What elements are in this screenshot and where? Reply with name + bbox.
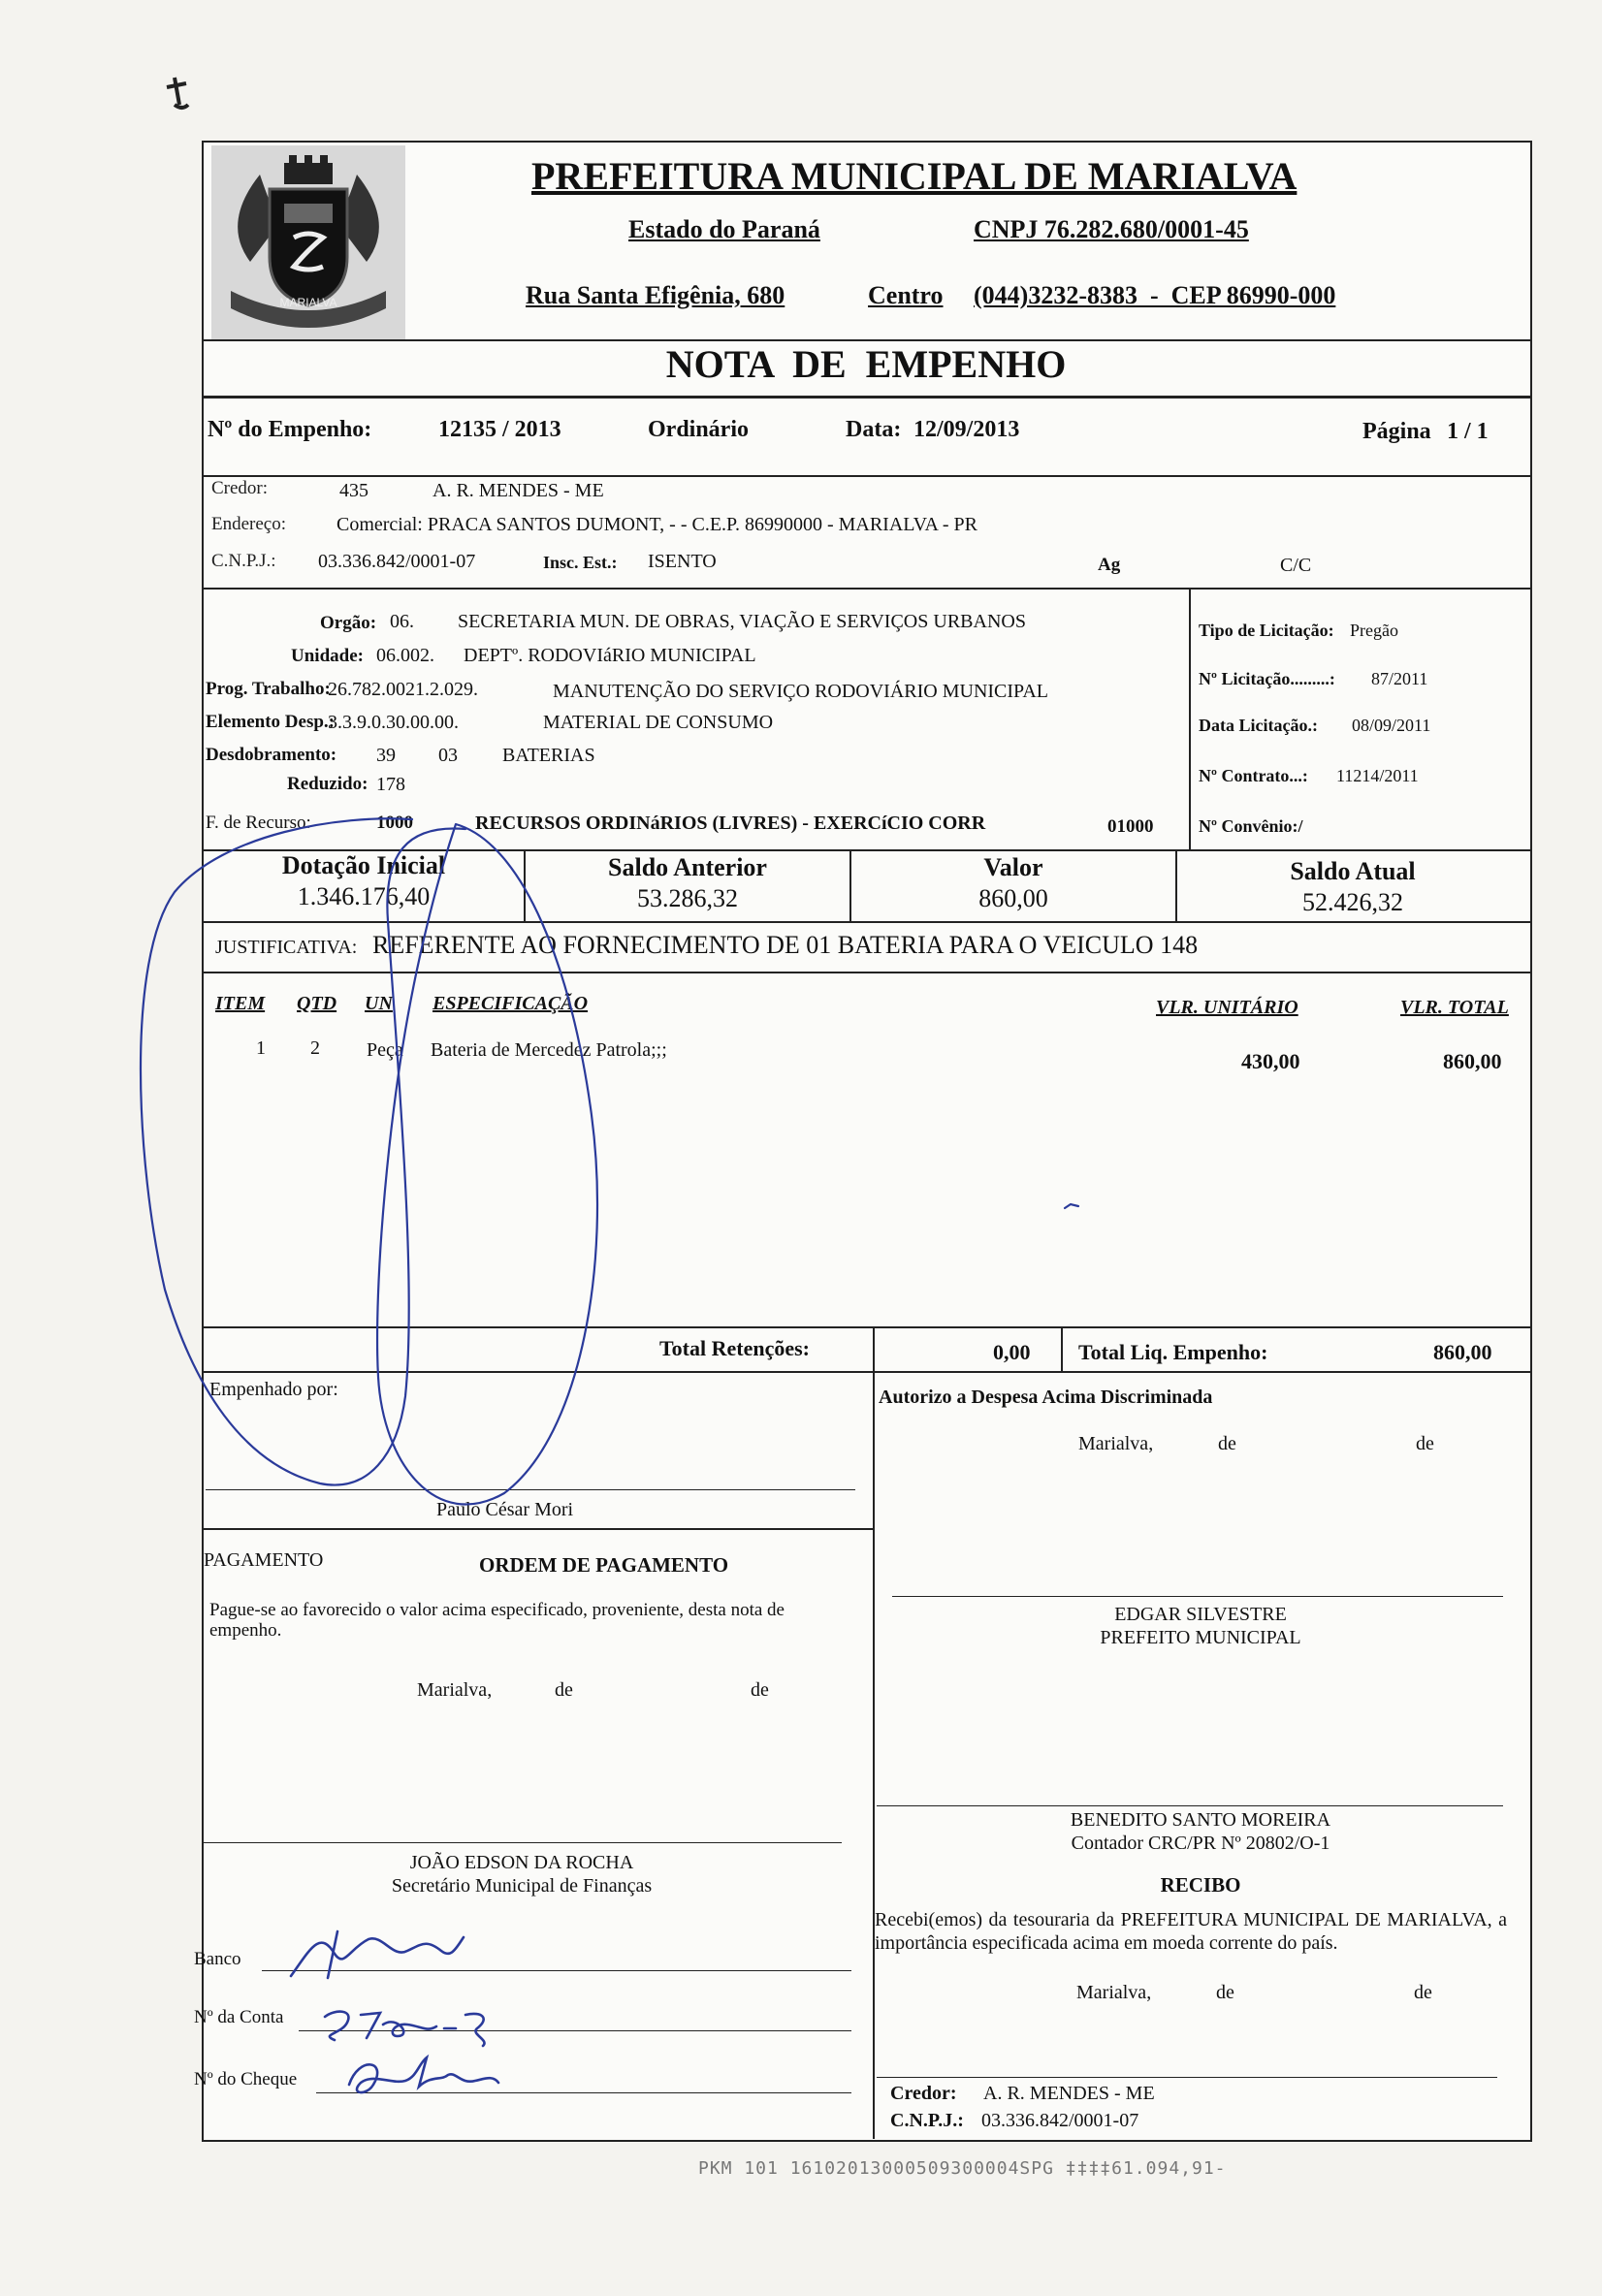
elemento-label: Elemento Desp.: [206, 712, 335, 732]
pagamento-sign-line [202, 1842, 842, 1843]
unidade-code: 06.002. [376, 645, 434, 666]
divider-licitacao [1189, 588, 1191, 851]
contrato-label: Nº Contrato...: [1199, 766, 1308, 785]
page-label: Página [1362, 419, 1431, 444]
licitacao-data-label: Data Licitação.: [1199, 716, 1318, 735]
insc-value: ISENTO [648, 551, 717, 572]
autorizo-label: Autorizo a Despesa Acima Discriminada [879, 1387, 1213, 1408]
licitacao-tipo: Pregão [1350, 621, 1398, 640]
col-unit-price: VLR. UNITÁRIO [1156, 997, 1298, 1018]
autorizo-de2: de [1416, 1433, 1434, 1454]
recurso-code: 1000 [376, 813, 413, 833]
recibo-de1: de [1216, 1982, 1234, 2003]
recurso-label: F. de Recurso: [206, 813, 311, 833]
col-item: ITEM [215, 993, 266, 1014]
pagamento-place: Marialva, [417, 1679, 493, 1701]
saldo-atual-label: Saldo Atual [1290, 857, 1416, 885]
header-street: Rua Santa Efigênia, 680 [526, 281, 785, 309]
banco-line [262, 1970, 851, 1971]
autorizo-place: Marialva, [1078, 1433, 1154, 1454]
unidade-name: DEPTº. RODOVIáRIO MUNICIPAL [464, 645, 756, 666]
header-state: Estado do Paraná [628, 215, 820, 243]
row-total: 860,00 [1443, 1049, 1502, 1073]
saldo-anterior-value: 53.286,32 [637, 884, 738, 912]
recibo-title: RECIBO [1160, 1873, 1241, 1897]
totals-divider-2 [1061, 1326, 1063, 1371]
recibo-cnpj: 03.336.842/0001-07 [981, 2110, 1139, 2131]
pagamento-de1: de [555, 1679, 573, 1701]
convenio-label: Nº Convênio:/ [1199, 816, 1303, 836]
prefeito-name: EDGAR SILVESTRE [1114, 1604, 1287, 1625]
saldo-anterior-label: Saldo Anterior [608, 853, 767, 881]
licitacao-tipo-label: Tipo de Licitação: [1199, 621, 1334, 640]
autorizo-divider [873, 1371, 875, 1528]
desdobramento-label: Desdobramento: [206, 745, 337, 765]
empenho-label: Nº do Empenho: [208, 417, 372, 442]
empenho-number: 12135 / 2013 [438, 417, 561, 442]
banco-label: Banco [194, 1949, 241, 1969]
prog-code: 26.782.0021.2.029. [328, 679, 478, 700]
recibo-credor-label: Credor: [890, 2083, 957, 2104]
divider-empenhado [202, 1528, 873, 1530]
cnpj-label: C.N.P.J.: [211, 551, 276, 571]
col-spec: ESPECIFICAÇÃO [433, 993, 589, 1014]
empenhado-signer: Paulo César Mori [436, 1499, 574, 1520]
desdobramento-code2: 03 [438, 745, 458, 766]
cheque-label: Nº do Cheque [194, 2069, 298, 2089]
credor-code: 435 [339, 480, 368, 501]
liquido-label: Total Liq. Empenho: [1078, 1340, 1268, 1364]
recibo-credor: A. R. MENDES - ME [983, 2083, 1155, 2104]
prefeito-title: PREFEITO MUNICIPAL [1100, 1627, 1301, 1648]
totals-divider-1 [873, 1326, 875, 1371]
credor-name: A. R. MENDES - ME [433, 480, 604, 501]
page-number: 1 / 1 [1447, 419, 1489, 444]
doc-title: NOTA DE EMPENHO [665, 342, 1067, 386]
credor-address: Comercial: PRACA SANTOS DUMONT, - - C.E.P. 86990000 - MARIALVA - PR [336, 514, 977, 535]
lower-center-divider [873, 1528, 875, 2139]
valor-value: 860,00 [978, 884, 1048, 912]
dotacao-value: 1.346.176,40 [297, 882, 431, 910]
prefeito-sign-line [892, 1596, 1503, 1597]
empenho-date-label: Data: [846, 417, 902, 442]
divider-empenho [202, 475, 1530, 477]
contador-name: BENEDITO SANTO MOREIRA [1070, 1809, 1331, 1831]
empenhado-sign-line [206, 1489, 855, 1490]
header-district: Centro [868, 281, 944, 309]
prog-label: Prog. Trabalho: [206, 679, 331, 699]
address-label: Endereço: [211, 514, 287, 534]
divider-items [202, 1326, 1530, 1328]
pagamento-title: ORDEM DE PAGAMENTO [479, 1553, 729, 1577]
cheque-line [316, 2092, 851, 2093]
divider-credor [202, 588, 1530, 590]
coat-of-arms [211, 145, 405, 339]
retencoes-label: Total Retenções: [659, 1336, 810, 1360]
pagamento-label: PAGAMENTO [204, 1549, 324, 1571]
pagamento-signer-name: JOÃO EDSON DA ROCHA [409, 1852, 634, 1873]
divider-balances [202, 921, 1530, 923]
elemento-code: 3.3.9.0.30.00.00. [328, 712, 459, 733]
coat-of-arms-icon [211, 145, 405, 339]
conta-line [299, 2030, 851, 2031]
header-cnpj: CNPJ 76.282.680/0001-45 [974, 215, 1249, 243]
recibo-sign-line [877, 2077, 1497, 2078]
liquido-value: 860,00 [1433, 1340, 1492, 1364]
row-spec: Bateria de Mercedez Patrola;;; [431, 1039, 667, 1061]
divider-justificativa [202, 972, 1530, 973]
footer-code: PKM 101 16102013000509300004SPG ‡‡‡‡61.094,91- [698, 2158, 1227, 2179]
reduzido-value: 178 [376, 774, 405, 795]
contador-sign-line [877, 1805, 1503, 1806]
recibo-place: Marialva, [1076, 1982, 1152, 2003]
prog-name: MANUTENÇÃO DO SERVIÇO RODOVIÁRIO MUNICIPAL [553, 681, 1049, 702]
header-title: PREFEITURA MUNICIPAL DE MARIALVA [531, 154, 1298, 198]
elemento-name: MATERIAL DE CONSUMO [543, 712, 774, 733]
col-total: VLR. TOTAL [1400, 997, 1509, 1018]
orgao-name: SECRETARIA MUN. DE OBRAS, VIAÇÃO E SERVIÇOS URBANOS [458, 611, 1026, 632]
handwritten-mark-icon [78, 58, 194, 116]
unidade-label: Unidade: [291, 646, 364, 666]
pagamento-signer-title: Secretário Municipal de Finanças [391, 1875, 653, 1897]
corner-mark [78, 58, 194, 116]
credor-cnpj: 03.336.842/0001-07 [318, 551, 476, 572]
contador-title: Contador CRC/PR Nº 20802/O-1 [1071, 1833, 1330, 1854]
divider-title [202, 396, 1530, 399]
row-qtd: 2 [310, 1037, 320, 1059]
cc-label: C/C [1280, 555, 1312, 576]
table-row [202, 1037, 1528, 1076]
divider-totals [202, 1371, 1530, 1373]
pagamento-text: Pague-se ao favorecido o valor acima especificado, proveniente, desta nota de empenho. [209, 1600, 785, 1641]
row-unit-price: 430,00 [1241, 1049, 1300, 1073]
justificativa-label: JUSTIFICATIVA: [215, 937, 358, 958]
autorizo-de1: de [1218, 1433, 1236, 1454]
valor-label: Valor [983, 853, 1043, 881]
row-item: 1 [256, 1037, 266, 1059]
desdobramento-name: BATERIAS [502, 745, 595, 766]
svg-text:MARIALVA: MARIALVA [279, 296, 337, 309]
licitacao-numero-label: Nº Licitação.........: [1199, 669, 1335, 688]
ag-label: Ag [1098, 555, 1121, 575]
empenhado-label: Empenhado por: [209, 1379, 338, 1400]
contrato-value: 11214/2011 [1336, 766, 1419, 785]
col-qtd: QTD [297, 993, 337, 1014]
recibo-de2: de [1414, 1982, 1432, 2003]
retencoes-value: 0,00 [993, 1340, 1031, 1364]
insc-label: Insc. Est.: [543, 553, 618, 572]
pagamento-de2: de [751, 1679, 769, 1701]
licitacao-numero: 87/2011 [1371, 669, 1428, 688]
justificativa-text: REFERENTE AO FORNECIMENTO DE 01 BATERIA PARA O VEICULO 148 [372, 931, 1199, 959]
dotacao-label: Dotação Inicial [281, 851, 446, 879]
conta-label: Nº da Conta [194, 2007, 284, 2027]
empenho-date: 12/09/2013 [913, 417, 1020, 442]
recibo-text: Recebi(emos) da tesouraria da PREFEITURA MUNICIPAL DE MARIALVA, a importância especificada acima em moeda corrente do país. [875, 1909, 1507, 1954]
col-un: UN [365, 993, 393, 1014]
recurso-name: RECURSOS ORDINáRIOS (LIVRES) - EXERCíCIO CORR [475, 813, 986, 834]
recibo-cnpj-label: C.N.P.J.: [890, 2110, 964, 2131]
desdobramento-code1: 39 [376, 745, 396, 766]
credor-label: Credor: [211, 478, 269, 498]
saldo-atual-value: 52.426,32 [1302, 888, 1403, 916]
reduzido-label: Reduzido: [287, 774, 368, 794]
orgao-code: 06. [390, 611, 414, 632]
orgao-label: Orgão: [320, 613, 377, 633]
recurso-code2: 01000 [1107, 816, 1154, 837]
header-phone-cep: (044)3232-8383 - CEP 86990-000 [974, 281, 1336, 309]
licitacao-data: 08/09/2011 [1352, 716, 1431, 735]
empenho-type: Ordinário [648, 417, 750, 442]
row-un: Peça [367, 1039, 403, 1061]
